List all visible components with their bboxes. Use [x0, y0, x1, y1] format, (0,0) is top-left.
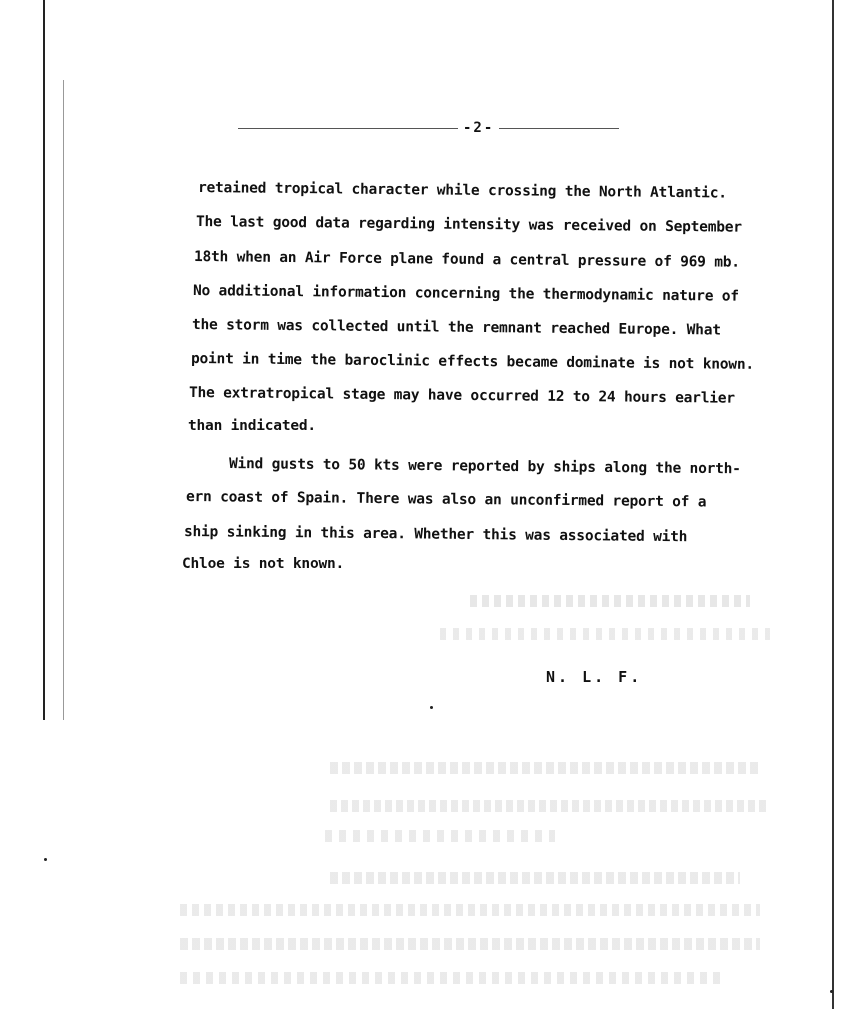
text-line: the storm was collected until the remnant reached Europe. What — [191, 317, 721, 339]
scan-edge-line — [832, 0, 834, 1009]
page-number: -2- — [463, 120, 495, 136]
text-line: point in time the baroclinic effects became dominate is not known. — [190, 351, 755, 373]
text-line: The extratropical stage may have occurred 12 to 24 hours earlier — [188, 385, 735, 407]
text-line: 18th when an Air Force plane found a central pressure of 969 mb. — [193, 249, 740, 271]
scan-speck — [830, 990, 833, 993]
text-line: Wind gusts to 50 kts were reported by ships along the north- — [228, 456, 741, 478]
text-line: The last good data regarding intensity was received on September — [195, 214, 742, 236]
text-line: Chloe is not known. — [182, 556, 345, 572]
text-line: ship sinking in this area. Whether this was associated with — [183, 524, 688, 546]
scan-speck — [430, 706, 433, 709]
scan-speck — [44, 858, 47, 861]
text-line: retained tropical character while crossing the North Atlantic. — [197, 180, 727, 202]
binding-edge-shadow — [63, 80, 64, 720]
author-initials: N. L. F. — [546, 668, 643, 686]
text-line: ern coast of Spain. There was also an unconfirmed report of a — [185, 489, 707, 511]
binding-edge-line — [43, 0, 45, 720]
text-line: No additional information concerning the thermodynamic nature of — [192, 283, 739, 305]
text-line: than indicated. — [188, 418, 316, 434]
